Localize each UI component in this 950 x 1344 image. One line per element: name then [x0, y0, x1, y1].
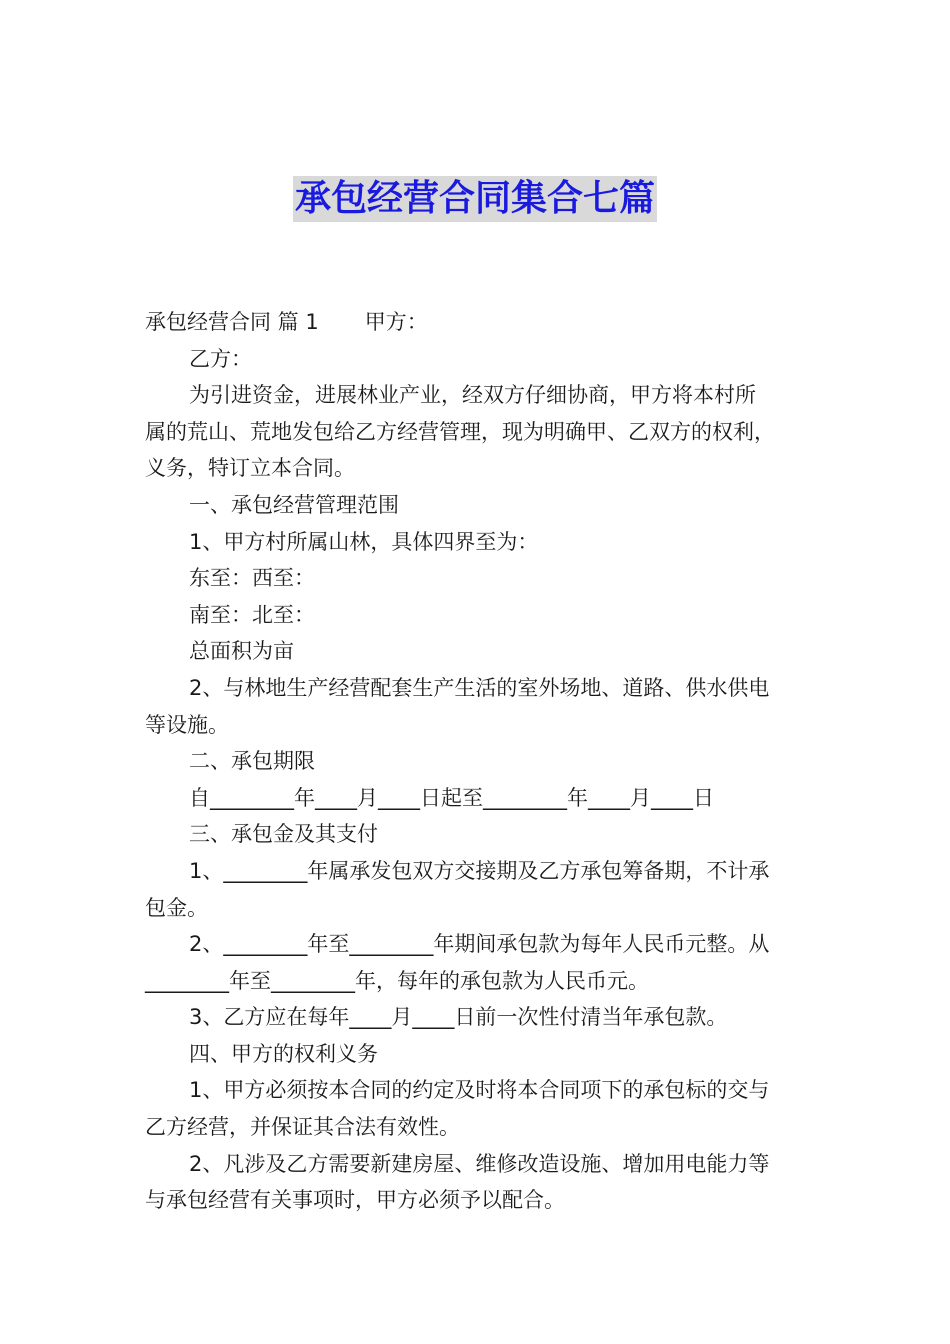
paragraph-line: ________年至________年，每年的承包款为人民币元。 — [145, 968, 649, 993]
section-heading: 二、承包期限 — [189, 749, 315, 774]
paragraph-line: 与承包经营有关事项时，甲方必须予以配合。 — [145, 1188, 565, 1213]
paragraph-line: 属的荒山、荒地发包给乙方经营管理，现为明确甲、乙双方的权利， — [145, 419, 775, 444]
paragraph-line: 2、与林地生产经营配套生产生活的室外场地、道路、供水供电 — [189, 675, 770, 700]
paragraph-line: 等设施。 — [145, 712, 229, 737]
paragraph-line: 1、甲方村所属山林，具体四界至为： — [189, 529, 539, 554]
document-title: 承包经营合同集合七篇 — [293, 176, 657, 222]
paragraph-line: 包金。 — [145, 895, 208, 920]
paragraph-line: 1、________年属承发包双方交接期及乙方承包筹备期，不计承 — [189, 858, 770, 883]
heading-line — [145, 304, 805, 341]
section-heading: 承包经营合同 篇 1 — [145, 310, 319, 334]
title-container — [0, 176, 950, 222]
paragraph-line: 2、凡涉及乙方需要新建房屋、维修改造设施、增加用电能力等 — [189, 1151, 770, 1176]
paragraph-line: 1、甲方必须按本合同的约定及时将本合同项下的承包标的交与 — [189, 1078, 770, 1103]
paragraph-line: 乙方经营，并保证其合法有效性。 — [145, 1115, 460, 1140]
paragraph-line: 南至：北至： — [189, 602, 315, 627]
document-body — [145, 304, 805, 1219]
paragraph-line: 2、________年至________年期间承包款为每年人民币元整。从 — [189, 932, 770, 957]
section-heading: 三、承包金及其支付 — [189, 822, 378, 847]
section-heading: 一、承包经营管理范围 — [189, 492, 399, 517]
paragraph-line: 自________年____月____日起至________年____月____日 — [189, 785, 714, 810]
paragraph-line: 东至：西至： — [189, 566, 315, 591]
section-heading: 四、甲方的权利义务 — [189, 1041, 378, 1066]
paragraph-line: 义务，特订立本合同。 — [145, 456, 355, 481]
paragraph-line: 乙方： — [189, 346, 252, 371]
paragraph-line: 为引进资金，进展林业产业，经双方仔细协商，甲方将本村所 — [189, 383, 756, 408]
party-a-label: 甲方： — [364, 310, 428, 334]
paragraph-line: 总面积为亩 — [189, 639, 294, 664]
paragraph-line: 3、乙方应在每年____月____日前一次性付清当年承包款。 — [189, 1005, 728, 1030]
